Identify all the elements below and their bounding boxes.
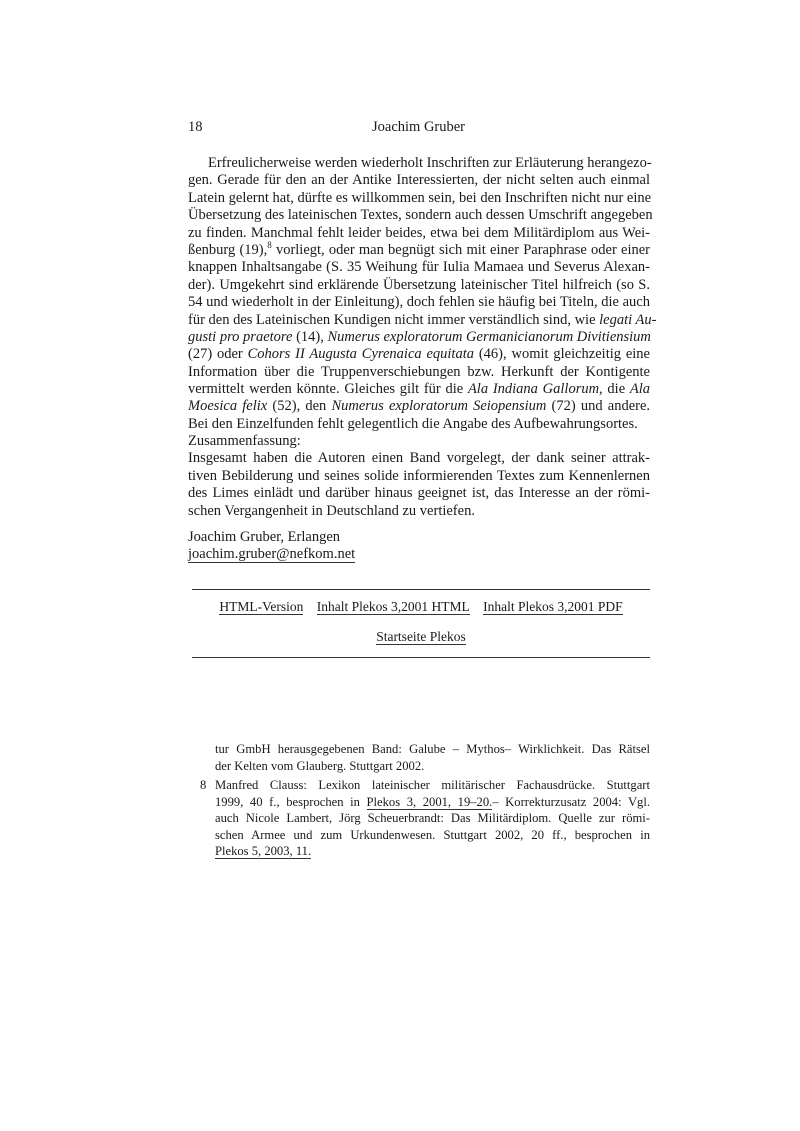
italic-term: Moesica felix: [188, 398, 268, 415]
summary-section: [188, 433, 650, 520]
text-line: [188, 329, 650, 346]
italic-term: Numerus exploratorum Germanicianorum Divitiensium: [327, 328, 651, 345]
text-segment: knappen Inhaltsangabe (S. 35 Weihung für Iulia Mamaea und Severus Alexan-: [188, 259, 650, 276]
text-line: [188, 294, 650, 311]
text-line: [215, 827, 650, 844]
citation-link[interactable]: Plekos 3, 2001, 19–20.: [366, 794, 493, 809]
text-segment: der). Umgekehrt sind erklärende Übersetzung lateinischer Titel hilfreich (so S.: [188, 276, 650, 293]
italic-term: Cohors II Augusta Cyrenaica equitata: [247, 346, 474, 363]
text-line: [188, 207, 653, 224]
text-segment: (46), womit gleichzeitig eine: [474, 346, 650, 363]
text-segment: des Limes einlädt und darüber hinaus geeignet ist, das Interesse an der römi-: [188, 485, 650, 502]
text-line: [215, 843, 650, 860]
text-line: [215, 741, 650, 758]
text-line: [188, 468, 650, 485]
email-link[interactable]: joachim.gruber@nefkom.net: [188, 546, 356, 563]
text-segment: schen Vergangenheit in Deutschland zu vertiefen.: [188, 502, 475, 519]
footnote-ref: 8: [267, 240, 272, 251]
text-segment: ßenburg (19),: [188, 241, 268, 258]
divider: [192, 589, 650, 590]
text-line: [188, 242, 650, 259]
text-line: [188, 190, 650, 207]
text-line: [188, 277, 650, 294]
text-segment: (52), den: [267, 398, 332, 415]
page-number: 18: [188, 119, 203, 135]
text-line: [188, 172, 650, 189]
running-header-author: Joachim Gruber: [372, 119, 466, 135]
text-segment: (14),: [292, 328, 328, 345]
text-segment: (27) oder: [188, 346, 248, 363]
text-segment: zu finden. Manchmal fehlt leider beides, etwa bei dem Militärdiplom aus Wei-: [188, 224, 650, 241]
text-segment: Bei den Einzelfunden fehlt gelegentlich die Angabe des Aufbewahrungsortes.: [188, 415, 638, 432]
text-line: [215, 777, 650, 794]
text-line: [188, 398, 650, 415]
signature-name: Joachim Gruber, Erlangen: [188, 529, 341, 545]
summary-paragraph: [188, 450, 650, 520]
text-segment: Übersetzung des lateinischen Textes, sondern auch dessen Umschrift angegeben: [188, 207, 653, 224]
text-line: [188, 259, 650, 276]
text-segment: schen Armee und zum Urkundenwesen. Stuttgart 2002, 20 ff., besprochen in: [215, 827, 650, 842]
text-line: [188, 416, 650, 433]
text-line: [215, 758, 650, 775]
text-segment: tiven Bebilderung und seines solide informierenden Textes zum Kennenlernen: [188, 467, 650, 484]
italic-term: Ala Indiana Gallorum,: [467, 381, 603, 398]
text-segment: gen. Gerade für den an der Antike Interessierten, der nicht selten auch einmal: [188, 172, 650, 189]
text-line: [188, 346, 650, 363]
text-line: [215, 794, 650, 811]
text-line: [188, 364, 650, 381]
text-segment: (72) und andere.: [546, 398, 651, 415]
home-link-row: [192, 629, 650, 645]
text-segment: Insgesamt haben die Autoren einen Band vorgelegt, der dank seiner attrak-: [188, 450, 650, 467]
text-line: [188, 155, 650, 172]
text-line: [188, 503, 650, 520]
contents-pdf-link[interactable]: Inhalt Plekos 3,2001 PDF: [483, 599, 623, 614]
text-segment: auch Nicole Lambert, Jörg Scheuerbrandt: Das Militärdiplom. Quelle zur römi-: [215, 811, 650, 826]
summary-heading: Zusammenfassung:: [188, 433, 301, 449]
text-line: [215, 810, 650, 827]
text-line: [188, 311, 657, 329]
text-segment: tur GmbH herausgegebenen Band: Galube – Mythos– Wirklichkeit. Das Rätsel: [215, 742, 650, 756]
text-segment: Manfred Clauss: Lexikon lateinischer militärischer Fachausdrücke. Stuttgart: [215, 778, 650, 792]
text-segment: Erfreulicherweise werden wiederholt Inschriften zur Erläuterung herangezo-: [208, 155, 652, 171]
text-segment: Information über die Truppenverschiebungen bzw. Herkunft der Kontigente: [188, 363, 650, 380]
citation-link[interactable]: Plekos 5, 2003, 11.: [215, 844, 312, 859]
text-segment: vermittelt werden könnte. Gleiches gilt für die: [188, 381, 468, 398]
contents-html-link[interactable]: Inhalt Plekos 3,2001 HTML: [316, 599, 470, 614]
text-segment: die: [602, 381, 630, 398]
body-paragraph: [188, 155, 657, 433]
text-segment: 1999, 40 f., besprochen in: [215, 794, 367, 809]
text-line: [188, 485, 650, 502]
text-segment: – Korrekturzusatz 2004: Vgl.: [492, 794, 650, 809]
text-segment: vorliegt, oder man begnügt sich mit einer Paraphrase oder einer: [271, 241, 650, 258]
html-version-link[interactable]: HTML-Version: [219, 599, 304, 614]
text-segment: für den des Lateinischen Kundigen nicht immer verständlich sind, wie: [188, 311, 600, 328]
italic-term: legati Au-: [599, 311, 657, 328]
text-line: [188, 225, 650, 242]
text-line: [188, 381, 650, 398]
italic-term: gusti pro praetore: [188, 328, 293, 345]
footnote-number: 8: [200, 778, 207, 792]
text-segment: 54 und wiederholt in der Einleitung), doch fehlen sie häufig bei Titeln, die auch: [188, 294, 650, 311]
text-segment: Latein gelernt hat, dürfte es willkommen sein, bei den Inschriften nicht nur eine: [188, 189, 652, 206]
nav-links-row: [192, 599, 650, 615]
signature: [188, 529, 650, 564]
divider: [192, 657, 650, 658]
home-link[interactable]: Startseite Plekos: [376, 629, 466, 644]
footnote-continued: [215, 741, 650, 774]
footnote-8: [215, 777, 650, 860]
text-line: [188, 450, 650, 467]
italic-term: Numerus exploratorum Seiopensium: [331, 398, 547, 415]
text-segment: der Kelten vom Glauberg. Stuttgart 2002.: [215, 758, 425, 773]
italic-term: Ala: [629, 381, 651, 398]
